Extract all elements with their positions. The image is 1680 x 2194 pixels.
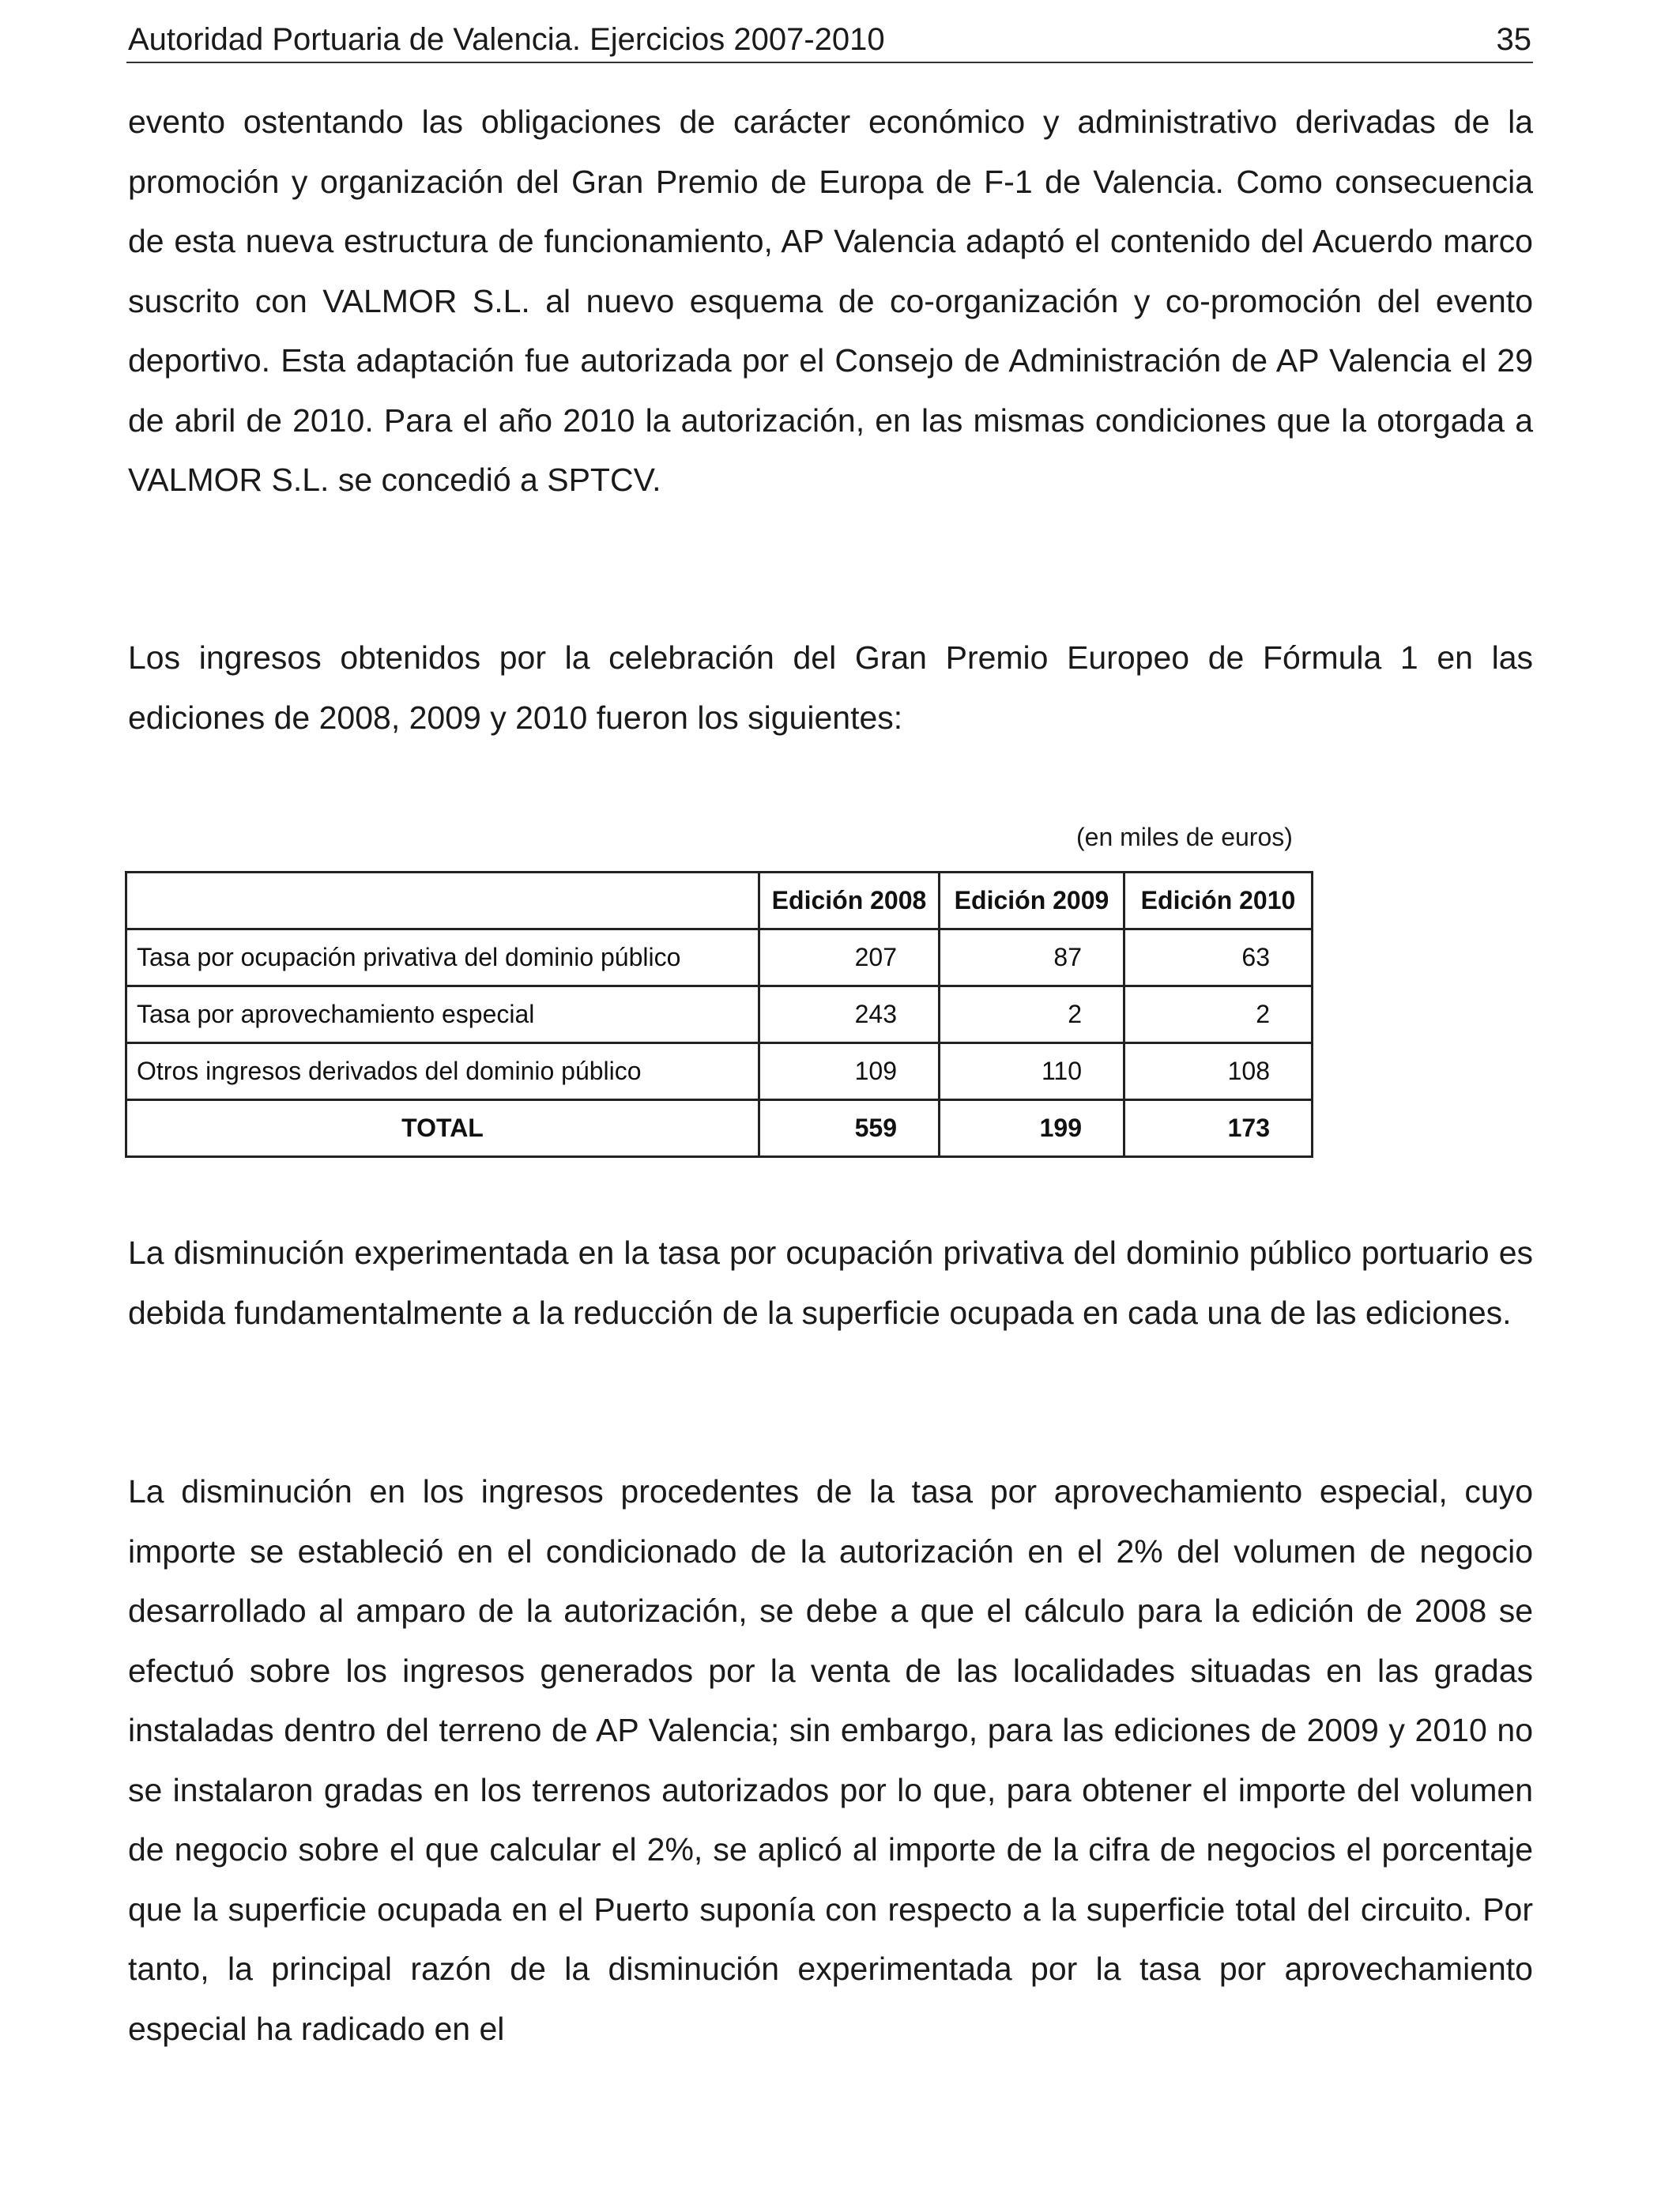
table-row-label: Otros ingresos derivados del dominio público: [126, 1043, 759, 1100]
table-header-cell: Edición 2009: [940, 873, 1124, 929]
paragraph-1: evento ostentando las obligaciones de carácter económico y administrativo derivadas de la promoción y organización del Gran Premio de Europa de F-1 de Valencia. Como consecuencia de esta nueva estructura de funcionamiento, AP Valencia adaptó el contenido del Acuerdo marco suscrito con VALMOR S.L. al nuevo esquema de co-organización y co-promoción del evento deportivo. Esta adaptación fue autorizada por el Consejo de Administración de AP Valencia el 29 de abril de 2010. Para el año 2010 la autorización, en las mismas condiciones que la otorgada a VALMOR S.L. se concedió a SPTCV.: [128, 104, 1533, 498]
table-total-row: [126, 1100, 1313, 1157]
table-total-cell: 199: [940, 1100, 1124, 1157]
table-header-cell: [126, 873, 759, 929]
document-title: Autoridad Portuaria de Valencia. Ejercicios 2007-2010: [128, 22, 885, 57]
table-row: [126, 929, 1313, 986]
table-header-row: [126, 873, 1313, 929]
table-row-label: Tasa por aprovechamiento especial: [126, 986, 759, 1043]
page-number: 35: [1496, 22, 1531, 57]
paragraph-3: La disminución experimentada en la tasa por ocupación privativa del dominio público portuario es debida fundamentalmente a la reducción de la superficie ocupada en cada una de las ediciones.: [128, 1235, 1533, 1331]
income-table: [125, 871, 1313, 1158]
table-cell: 110: [940, 1043, 1124, 1100]
table-total-label: TOTAL: [126, 1100, 759, 1157]
table-cell: 87: [940, 929, 1124, 986]
paragraph-2: Los ingresos obtenidos por la celebración del Gran Premio Europeo de Fórmula 1 en las ediciones de 2008, 2009 y 2010 fueron los siguientes:: [128, 639, 1533, 736]
paragraph-4: La disminución en los ingresos procedentes de la tasa por aprovechamiento especial, cuyo importe se estableció en el condicionado de la autorización en el 2% del volumen de negocio desarrollado al amparo de la autorización, se debe a que el cálculo para la edición de 2008 se efectuó sobre los ingresos generados por la venta de las localidades situadas en las gradas instaladas dentro del terreno de AP Valencia; sin embargo, para las ediciones de 2009 y 2010 no se instalaron gradas en los terrenos autorizados por lo que, para obtener el importe del volumen de negocio sobre el que calcular el 2%, se aplicó al importe de la cifra de negocios el porcentaje que la superficie ocupada en el Puerto suponía con respecto a la superficie total del circuito. Por tanto, la principal razón de la disminución experimentada por la tasa por aprovechamiento especial ha radicado en el: [128, 1473, 1533, 2047]
table-row-label: Tasa por ocupación privativa del dominio público: [126, 929, 759, 986]
page-header: [126, 17, 1533, 63]
table-header-cell: Edición 2010: [1124, 873, 1313, 929]
table-row: [126, 1043, 1313, 1100]
table-header-cell: Edición 2008: [759, 873, 940, 929]
table-total-cell: 559: [759, 1100, 940, 1157]
table-cell: 108: [1124, 1043, 1313, 1100]
table-cell: 109: [759, 1043, 940, 1100]
table-row: [126, 986, 1313, 1043]
table-cell: 2: [940, 986, 1124, 1043]
table-cell: 243: [759, 986, 940, 1043]
table-cell: 2: [1124, 986, 1313, 1043]
table-cell: 63: [1124, 929, 1313, 986]
table-cell: 207: [759, 929, 940, 986]
table-unit-note: (en miles de euros): [1076, 823, 1293, 851]
table-total-cell: 173: [1124, 1100, 1313, 1157]
